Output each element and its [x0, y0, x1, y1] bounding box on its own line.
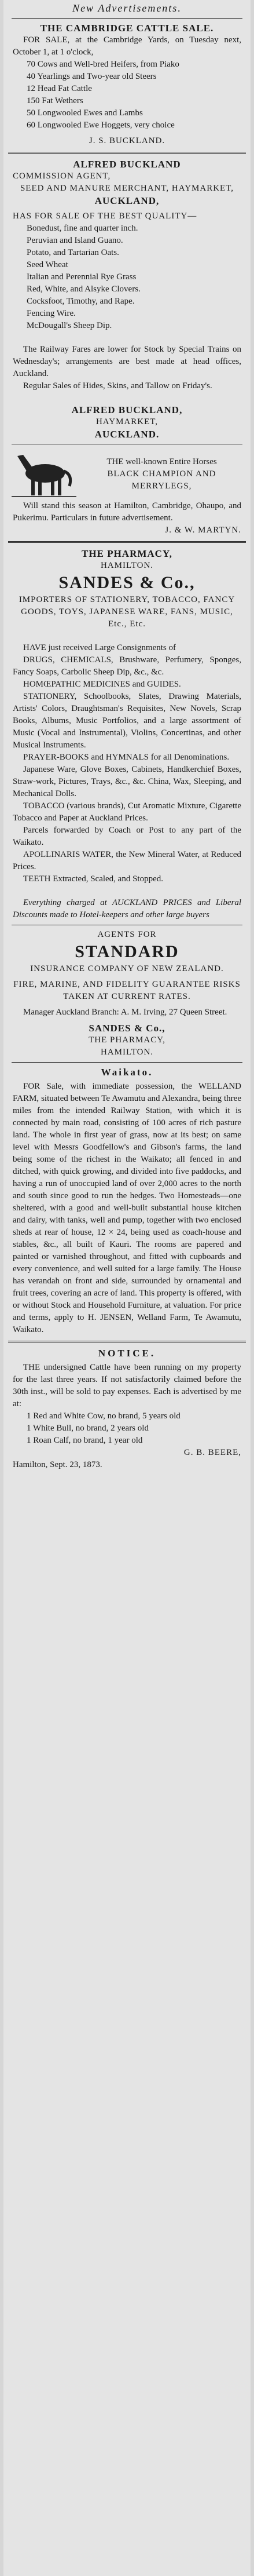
- ad-firm-2: THE PHARMACY,: [89, 1035, 165, 1045]
- list-item: 12 Head Fat Cattle: [27, 84, 92, 93]
- ad-paragraph: APOLLINARIS WATER, the New Mineral Water, at Reduced Prices.: [13, 850, 241, 871]
- list-item: McDougall's Sheep Dip.: [27, 321, 112, 330]
- ad-horse-names: BLACK CHAMPION AND MERRYLEGS,: [107, 469, 216, 491]
- ad-body: Will stand this season at Hamilton, Cambridge, Ohaupo, and Pukerimu. Particulars in future advertisement.: [13, 501, 241, 523]
- ad-note: Regular Sales of Hides, Skins, and Tallow on Friday's.: [23, 381, 212, 391]
- list-item: Potato, and Tartarian Oats.: [27, 248, 119, 257]
- list-item: 150 Fat Wethers: [27, 96, 83, 105]
- list-item: 1 Roan Calf, no brand, 1 year old: [27, 1436, 143, 1445]
- ad-company-full: INSURANCE COMPANY OF NEW ZEALAND.: [30, 964, 224, 973]
- ad-title: THE PHARMACY,: [82, 548, 172, 559]
- ad-line: THE well-known Entire Horses: [106, 457, 217, 466]
- ad-town: AUCKLAND,: [94, 195, 160, 206]
- list-item: 50 Longwooled Ewes and Lambs: [27, 108, 143, 118]
- list-item: 1 Red and White Cow, no brand, 5 years old: [27, 1411, 181, 1421]
- ad-paragraph: Parcels forwarded by Coach or Post to any part of the Waikato.: [13, 826, 241, 847]
- ad-town: HAMILTON.: [100, 1048, 154, 1057]
- ad-body: THE undersigned Cattle have been running on my property for the last three years. If not satisfactorily claimed before the 30th inst., will be sold to pay expenses. Each is advertised by me at:: [13, 1363, 241, 1409]
- ad-paragraph: STATIONERY, Schoolbooks, Slates, Drawing Materials, Artists' Colors, Draughtsman's Requisites, New Novels, Scrap Books, Albums, Music Portfolios, and a large assortment of Music (Vocal and Instrumental), Violins, Concertinas, and other Musical Instruments.: [13, 692, 241, 750]
- ad-signature-town: AUCKLAND.: [94, 429, 160, 440]
- ad-trade: IMPORTERS OF STATIONERY, TOBACCO, FANCY GOODS, TOYS, JAPANESE WARE, FANS, MUSIC, Etc., Etc.: [19, 595, 235, 629]
- ad-signature-name: ALFRED BUCKLAND,: [71, 404, 183, 415]
- ad-paragraph: TOBACCO (various brands), Cut Aromatic Mixture, Cigarette Tobacco and Paper at Auckland Prices.: [13, 801, 241, 823]
- ad-trade: SEED AND MANURE MERCHANT, HAYMARKET,: [20, 184, 234, 193]
- ad-title: THE CAMBRIDGE CATTLE SALE.: [40, 23, 214, 34]
- ad-firm: SANDES & Co.,: [89, 1023, 165, 1034]
- list-item: Seed Wheat: [27, 260, 68, 269]
- ad-company: STANDARD: [75, 942, 179, 961]
- list-item: Peruvian and Island Guano.: [27, 236, 123, 245]
- ad-paragraph: HOMŒPATHIC MEDICINES and GUIDES.: [23, 680, 181, 689]
- ad-firm: SANDES & Co.,: [58, 573, 196, 592]
- ad-title: NOTICE.: [98, 1348, 156, 1359]
- list-item: Italian and Perennial Rye Grass: [27, 272, 137, 282]
- horse-illustration: [9, 448, 79, 500]
- divider: [12, 18, 242, 19]
- list-item: 70 Cows and Well-bred Heifers, from Piako: [27, 60, 179, 69]
- list-item: Fencing Wire.: [27, 309, 76, 318]
- ad-paragraph: Japanese Ware, Glove Boxes, Cabinets, Handkerchief Boxes, Straw-work, Pictures, Trays, &c., &c. China, Wax, Sleeping, and Mechanical Dolls.: [13, 765, 241, 798]
- ad-intro: FOR SALE, at the Cambridge Yards, on Tuesday next, October 1, at 1 o'clock,: [13, 35, 241, 57]
- section-header: New Advertisements.: [72, 2, 182, 14]
- divider: [8, 1341, 246, 1342]
- ad-paragraph: Everything charged at AUCKLAND PRICES and Liberal Discounts made to Hotel-keepers and other large buyers: [13, 898, 241, 920]
- farm-sale-ad: [3, 1066, 251, 1336]
- ad-paragraph: PRAYER-BOOKS and HYMNALS for all Denominations.: [23, 753, 230, 762]
- divider: [8, 152, 246, 154]
- ad-signature: J. & W. MARTYN.: [165, 526, 241, 535]
- ad-manager: Manager Auckland Branch: A. M. Irving, 27 Queen Street.: [23, 1008, 227, 1017]
- list-item: 40 Yearlings and Two-year old Steers: [27, 72, 157, 81]
- ad-paragraph: DRUGS, CHEMICALS, Brushware, Perfumery, Sponges, Fancy Soaps, Carbolic Sheep Dip, &c., &c.: [13, 655, 241, 677]
- divider: [12, 1062, 242, 1063]
- ad-name: ALFRED BUCKLAND: [73, 159, 181, 170]
- divider: [8, 541, 246, 543]
- list-item: 1 White Bull, no brand, 2 years old: [27, 1424, 149, 1433]
- ad-intro: HAS FOR SALE OF THE BEST QUALITY—: [13, 211, 197, 221]
- ad-body: FOR Sale, with immediate possession, the WELLAND FARM, situated between Te Awamutu and Alexandra, being three miles from the intended Railway Station, with which it is connected by main road, consisting of 100 acres of rich pasture land. The whole in first year of grass, now at its best; on same level with Messrs Goodfellow's and Gibson's farms, the land being some of the richest in the Waikato; all fenced in and ditched, with quick growing, and divided into five paddocks, and having a run of unoccupied land of over 2,000 acres to the north and south since good to run the hedges. Two Homesteads—one sheltered, with a good and well-built substantial house kitchen and dairy, with tanks, well and pump, together with two enclosed sheds at rear of house, 12 × 24, being used as coach-house and stables, &c., all built of Kauri. The rooms are papered and painted or varnished throughout, and fitted with cupboards and every convenience, and well suited for a large family. The House has verandah on front and side, surrounded by ornamental and fruit trees, covering an acre of land. This property is offered, with or without Stock and Household Furniture, at valuation. For price and terms, apply to H. JENSEN, Welland Farm, Te Awamutu, Waikato.: [13, 1082, 241, 1334]
- list-item: Cocksfoot, Timothy, and Rape.: [27, 297, 135, 306]
- ad-signature: J. S. BUCKLAND.: [89, 136, 165, 145]
- ad-paragraph: HAVE just received Large Consignments of: [23, 643, 176, 652]
- ad-label: AGENTS FOR: [97, 930, 157, 939]
- pharmacy-ad: [3, 548, 251, 921]
- ad-town: HAMILTON.: [100, 561, 154, 570]
- notice-ad: [3, 1347, 251, 1471]
- ad-title: Waikato.: [101, 1067, 153, 1078]
- ad-signature: G. B. BEERE,: [183, 1448, 241, 1457]
- ad-signature-place: HAYMARKET,: [95, 417, 159, 426]
- buckland-seed-ad: [3, 158, 251, 440]
- insurance-ad: [3, 929, 251, 1059]
- ad-lines: FIRE, MARINE, AND FIDELITY GUARANTEE RISKS TAKEN AT CURRENT RATES.: [13, 980, 241, 1001]
- ad-role: COMMISSION AGENT,: [13, 172, 111, 181]
- cattle-sale-ad: [3, 22, 251, 147]
- list-item: Bonedust, fine and quarter inch.: [27, 224, 138, 233]
- list-item: 60 Longwooled Ewe Hoggets, very choice: [27, 121, 175, 130]
- ad-date: Hamilton, Sept. 23, 1873.: [13, 1460, 102, 1469]
- ad-note: The Railway Fares are lower for Stock by Special Trains on Wednesday's; arrangements are best made at head offices, Auckland.: [13, 345, 241, 378]
- newspaper-column: [3, 0, 251, 2576]
- ad-paragraph: TEETH Extracted, Scaled, and Stopped.: [23, 874, 164, 884]
- list-item: Red, White, and Alsyke Clovers.: [27, 284, 141, 294]
- horses-ad: [3, 448, 251, 537]
